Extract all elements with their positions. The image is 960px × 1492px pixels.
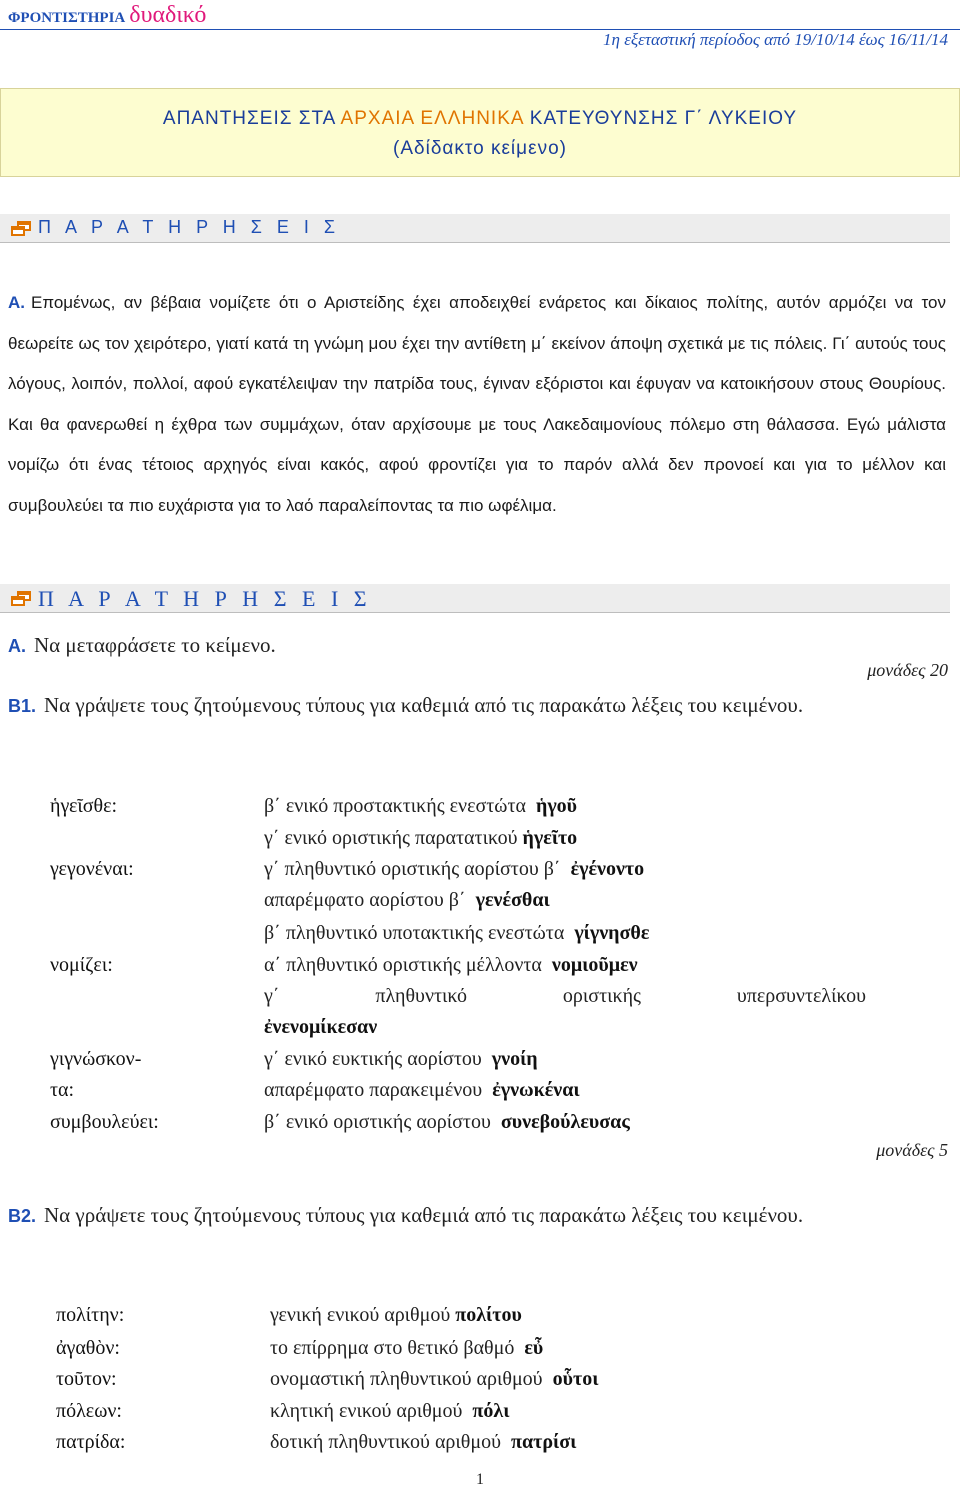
form-description: β΄ πληθυντικό υποτακτικής ενεστώτα γίγνησθε (264, 922, 650, 944)
greek-form: νομιοῦμεν (551, 954, 638, 976)
question-a (8, 633, 276, 658)
form-description (264, 1016, 377, 1039)
question-b1 (8, 689, 946, 722)
greek-form: εὖ (524, 1337, 544, 1359)
greek-form: ἐγένοντο (570, 858, 645, 880)
word-label: ἡγεῖσθε: (50, 795, 118, 817)
form-description: β΄ ενικό οριστικής αορίστου συνεβούλευσας (264, 1111, 630, 1133)
passage-text: Επομένως, αν βέβαια νομίζετε ότι ο Αριστείδης έχει αποδειχθεί ενάρετος και δίκαιος πολίτης, αυτόν αρμόζει να τον θεωρείτε ως τον χειρότερο, γιατί κατά τη γνώμη μου έχει την αντίθετη μ΄ εκείνον άποψη σχετικά με τις πόλεις. Γι΄ αυτούς τους λόγους, λοιπόν, πολλοί, αφού εγκατέλειψαν την πατρίδα τους, έγιναν εξόριστοι και έφυγαν να κατοικήσουν στους Θουρίους. Και θα φανερωθεί η έχθρα των συμμάχων, όταν αρχίσουμε με τους Λακεδαιμονίους πόλεμο στη θάλασσα. Εγώ μάλιστα νομίζω ότι ένας τέτοιος αρχηγός είναι κακός, αφού φροντίζει για το παρόν αλλά δεν προνοεί και για το μέλλον και συμβουλεύει τα πιο ευχάριστα για το λαό παραλείποντας τα πιο ωφέλιμα. (8, 293, 946, 515)
form-description: γενική ενικού αριθμού πολίτου (270, 1304, 522, 1326)
section-heading: Π Α Ρ Α Τ Η Ρ Η Σ Ε Ι Σ (38, 217, 341, 237)
form-description: γ΄ πληθυντικό οριστικής υπερσυντελίκου (264, 985, 866, 1007)
word-label: τοῦτον: (56, 1368, 117, 1390)
greek-form: ἐγνωκέναι (492, 1079, 580, 1101)
word-label: ἀγαθὸν: (56, 1337, 120, 1359)
form-description: απαρέμφατο παρακειμένου ἐγνωκέναι (264, 1079, 580, 1101)
form-description: ονομαστική πληθυντικού αριθμού οὗτοι (270, 1368, 599, 1390)
passage-label: Α. (8, 293, 25, 312)
greek-form: πολίτου (455, 1304, 522, 1326)
question-text: Να μεταφράσετε το κείμενο. (34, 633, 276, 657)
exam-period: 1η εξεταστική περίοδος από 19/10/14 έως 16/11/14 (603, 30, 948, 49)
word-label: νομίζει: (50, 954, 113, 976)
brand-prefix: ΦΡΟΝΤΙΣΤΗΡΙΑ (8, 10, 126, 26)
page-subtitle: (Αδίδακτο κείμενο) (393, 138, 567, 159)
question-label: Β1. (8, 696, 37, 716)
question-label: Α. (8, 636, 26, 656)
word-label: τα: (50, 1079, 75, 1101)
greek-form: γενέσθαι (475, 889, 550, 911)
greek-form: πόλι (472, 1400, 510, 1422)
page-title (0, 108, 960, 130)
greek-form: συνεβούλευσας (500, 1111, 630, 1133)
section-heading: Π Α Ρ Α Τ Η Ρ Η Σ Ε Ι Σ (38, 586, 372, 611)
marks-label: μονάδες 5 (876, 1140, 948, 1160)
greek-form: ἡγοῦ (535, 795, 578, 817)
form-description: απαρέμφατο αορίστου β΄ γενέσθαι (264, 889, 550, 911)
word-label: συμβουλεύει: (50, 1111, 159, 1133)
form-description: γ΄ πληθυντικό οριστικής αορίστου β΄ ἐγένοντο (264, 858, 645, 880)
form-description: το επίρρημα στο θετικό βαθμό εὖ (270, 1337, 544, 1359)
brand-name: δυαδικό (129, 2, 207, 28)
word-label: γεγονέναι: (50, 858, 134, 880)
word-label: πόλεων: (56, 1400, 122, 1422)
question-b2 (8, 1199, 946, 1232)
form-description: γ΄ ενικό ευκτικής αορίστου γνοίη (264, 1048, 538, 1070)
greek-form: γίγνησθε (574, 922, 650, 944)
form-description: β΄ ενικό προστακτικής ενεστώτα ἡγοῦ (264, 795, 578, 817)
title-box (0, 88, 960, 177)
greek-form: ἡγεῖτο (522, 827, 578, 849)
question-text: Να γράψετε τους ζητούμενους τύπους για καθεμιά από τις παρακάτω λέξεις του κειμένου. (44, 693, 804, 717)
greek-form: πατρίσι (511, 1431, 577, 1453)
greek-form: ἐνενομίκεσαν (264, 1016, 378, 1038)
word-label: γιγνώσκον- (50, 1048, 142, 1070)
form-description: κλητική ενικού αριθμού πόλι (270, 1400, 510, 1422)
form-description: γ΄ ενικό οριστικής παρατατικού ἡγεῖτο (264, 827, 578, 849)
windows-restore-icon (10, 221, 32, 237)
greek-form: γνοίη (491, 1048, 538, 1070)
title-accent: ΑΡΧΑΙΑ ΕΛΛΗΝΙΚΑ (340, 108, 524, 129)
question-label: Β2. (8, 1206, 37, 1226)
marks-label: μονάδες 20 (867, 660, 948, 680)
form-description: δοτική πληθυντικού αριθμού πατρίσι (270, 1431, 577, 1453)
brand-logo (8, 2, 206, 29)
page-number: 1 (476, 1471, 484, 1488)
question-text: Να γράψετε τους ζητούμενους τύπους για καθεμιά από τις παρακάτω λέξεις του κειμένου. (44, 1203, 804, 1227)
word-label: πολίτην: (56, 1304, 125, 1326)
windows-restore-icon (10, 591, 32, 607)
translation-passage (8, 283, 946, 526)
word-label: πατρίδα: (56, 1431, 126, 1453)
form-description: α΄ πληθυντικό οριστικής μέλλοντα νομιοῦμεν (264, 954, 638, 976)
greek-form: οὗτοι (552, 1368, 599, 1390)
title-part1: ΑΠΑΝΤΗΣΕΙΣ ΣΤΑ (162, 108, 336, 129)
title-part2: ΚΑΤΕΥΘΥΝΣΗΣ Γ΄ ΛΥΚΕΙΟΥ (529, 108, 798, 129)
